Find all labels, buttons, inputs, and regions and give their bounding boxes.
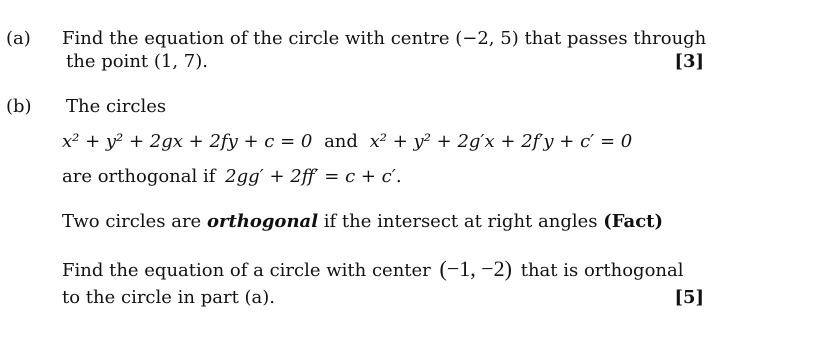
circle-equations-line (62, 131, 632, 152)
part-a-marks: [3] (674, 51, 704, 72)
circle-equation-2: x² + y² + 2g′x + 2f′y + c′ = 0 (369, 131, 633, 152)
part-a-question-line-1: Find the equation of the circle with centre (−2, 5) that passes through (62, 28, 707, 49)
task-center: (−1, −2) (439, 256, 512, 281)
task-suffix: that is orthogonal (520, 260, 684, 281)
fact-prefix: Two circles are (62, 211, 202, 232)
circle-equation-1: x² + y² + 2gx + 2fy + c = 0 (62, 131, 313, 152)
fact-orthogonal-term: orthogonal (206, 211, 319, 232)
orthogonal-condition-line (62, 166, 402, 187)
task-prefix: Find the equation of a circle with center (62, 260, 431, 281)
part-a-label: (a) (6, 28, 31, 49)
fact-tag: (Fact) (603, 211, 663, 232)
part-b-label: (b) (6, 96, 32, 117)
part-b-intro: The circles (66, 96, 167, 117)
fact-suffix: if the intersect at right angles (323, 211, 598, 232)
fact-line (62, 211, 663, 232)
part-a-question-line-2: the point (1, 7). (66, 51, 208, 72)
orthogonal-condition-prefix: are orthogonal if (62, 166, 216, 187)
task-line-1 (62, 256, 684, 282)
orthogonal-condition: 2gg′ + 2ff′ = c + c′. (225, 166, 402, 187)
and-word: and (324, 131, 358, 152)
task-line-2: to the circle in part (a). (62, 287, 276, 308)
part-b-marks: [5] (674, 287, 704, 308)
